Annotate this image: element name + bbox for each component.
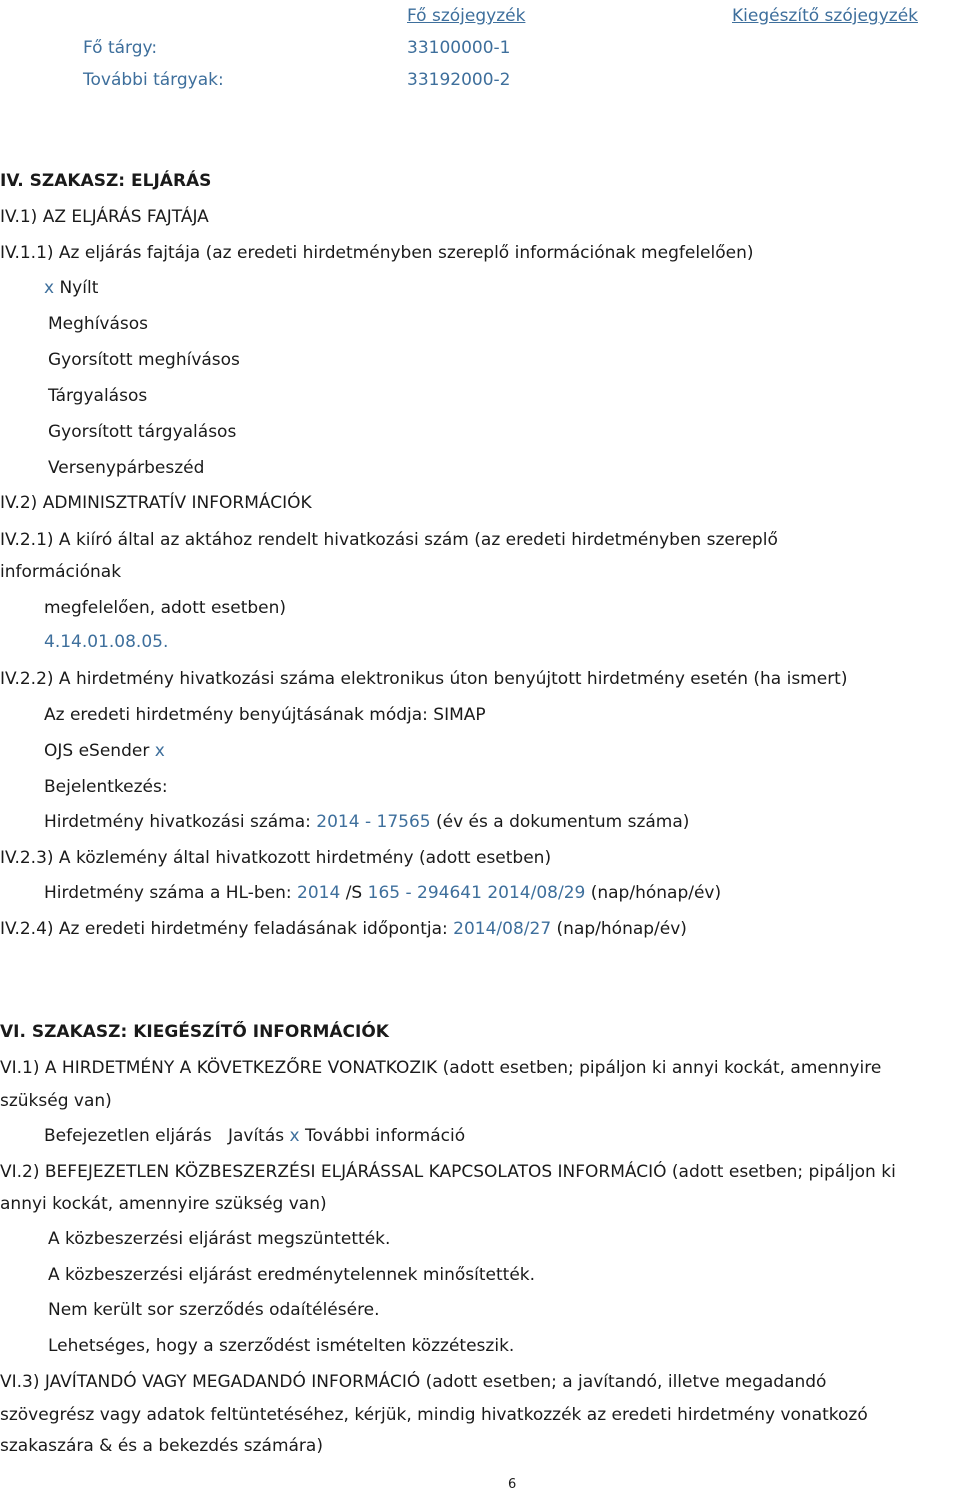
section-vi2-heading: VI.2) BEFEJEZETLEN KÖZBESZERZÉSI ELJÁRÁSSAL KAPCSOLATOS INFORMÁCIÓ (adott esetben; pipáljon ki	[0, 1162, 896, 1182]
section-vi3-heading-cont2: szakaszára & és a bekezdés számára)	[0, 1436, 323, 1456]
notice-reference-value: 2014 - 17565	[316, 812, 431, 832]
dispatch-date: 2014/08/27	[453, 919, 552, 939]
section-vi3-heading-cont: szövegrész vagy adatok feltüntetéséhez, kérjük, mindig hivatkozzék az eredeti hirdetmény vonatkozó	[0, 1405, 868, 1425]
additional-objects-code: 33192000-2	[407, 70, 511, 90]
incomplete-option-3: Nem került sor szerződés odaítélésére.	[48, 1300, 380, 1320]
procedure-competitive-dialogue: Versenypárbeszéd	[48, 458, 205, 478]
notice-reference	[44, 810, 689, 834]
section-vi-title: VI. SZAKASZ: KIEGÉSZÍTŐ INFORMÁCIÓK	[0, 1022, 389, 1042]
additional-objects-label: További tárgyak:	[83, 70, 224, 90]
section-iv-title: IV. SZAKASZ: ELJÁRÁS	[0, 171, 212, 191]
main-object-code: 33100000-1	[407, 38, 511, 58]
supplementary-vocabulary-link[interactable]: Kiegészítő szójegyzék	[732, 6, 918, 26]
incomplete-option-2: A közbeszerzési eljárást eredménytelennek minősítették.	[48, 1265, 536, 1285]
section-iv23-heading: IV.2.3) A közlemény által hivatkozott hirdetmény (adott esetben)	[0, 848, 552, 868]
oj-notice-year: 2014	[297, 883, 341, 903]
main-object-label: Fő tárgy:	[83, 38, 158, 58]
login-label: Bejelentkezés:	[44, 777, 168, 797]
main-vocabulary-link[interactable]: Fő szójegyzék	[407, 6, 526, 26]
dispatch-date-suffix: (nap/hónap/év)	[556, 919, 687, 939]
section-iv21-heading: IV.2.1) A kiíró által az aktához rendelt hivatkozási szám (az eredeti hirdetményben szereplő	[0, 530, 778, 550]
section-vi1-heading-cont: szükség van)	[0, 1091, 112, 1111]
section-iv2-heading: IV.2) ADMINISZTRATÍV INFORMÁCIÓK	[0, 493, 312, 513]
procedure-check-mark: x	[44, 278, 55, 298]
ojs-check-mark: x	[154, 741, 165, 761]
option-additional-info: További információ	[305, 1126, 466, 1146]
section-iv24-label: IV.2.4) Az eredeti hirdetmény feladásának időpontja:	[0, 919, 448, 939]
procedure-open	[44, 276, 98, 300]
procedure-restricted: Meghívásos	[48, 314, 149, 334]
oj-notice-number	[44, 881, 721, 905]
procedure-negotiated: Tárgyalásos	[48, 386, 148, 406]
oj-notice-number-value: 165 - 294641	[367, 883, 482, 903]
section-iv22-heading: IV.2.2) A hirdetmény hivatkozási száma elektronikus úton benyújtott hirdetmény esetén (ha ismert)	[0, 669, 848, 689]
procedure-accelerated-negotiated: Gyorsított tárgyalásos	[48, 422, 237, 442]
section-vi2-heading-cont: annyi kockát, amennyire szükség van)	[0, 1194, 327, 1214]
incomplete-option-1: A közbeszerzési eljárást megszüntették.	[48, 1229, 391, 1249]
procedure-accelerated-restricted: Gyorsított meghívásos	[48, 350, 240, 370]
option-incomplete-procedure: Befejezetlen eljárás	[44, 1126, 212, 1146]
option-correction: Javítás	[227, 1126, 285, 1146]
section-iv24	[0, 917, 687, 941]
section-vi3-heading: VI.3) JAVÍTANDÓ VAGY MEGADANDÓ INFORMÁCIÓ (adott esetben; a javítandó, illetve megadandó	[0, 1372, 827, 1392]
section-iv21-heading-cont2: megfelelően, adott esetben)	[44, 598, 287, 618]
oj-notice-date: 2014/08/29	[487, 883, 586, 903]
incomplete-option-4: Lehetséges, hogy a szerződést ismételten közzéteszik.	[48, 1336, 515, 1356]
page-number: 6	[508, 1477, 517, 1492]
notice-options	[44, 1124, 465, 1148]
procedure-open-label: Nyílt	[59, 278, 99, 298]
section-iv21-heading-cont: információnak	[0, 562, 122, 582]
oj-notice-suffix: (nap/hónap/év)	[590, 883, 722, 903]
section-vi1-heading: VI.1) A HIRDETMÉNY A KÖVETKEZŐRE VONATKOZIK (adott esetben; pipáljon ki annyi kockát, amennyire	[0, 1058, 882, 1078]
option-check-mark: x	[289, 1126, 300, 1146]
section-iv1-heading: IV.1) AZ ELJÁRÁS FAJTÁJA	[0, 207, 209, 227]
oj-notice-label: Hirdetmény száma a HL-ben:	[44, 883, 292, 903]
submission-mode: Az eredeti hirdetmény benyújtásának módja: SIMAP	[44, 705, 486, 725]
file-reference-number: 4.14.01.08.05.	[44, 632, 169, 652]
ojs-esender-label: OJS eSender	[44, 741, 150, 761]
notice-reference-suffix: (év és a dokumentum száma)	[436, 812, 690, 832]
oj-notice-s: /S	[345, 883, 363, 903]
ojs-esender	[44, 739, 165, 763]
section-iv11-heading: IV.1.1) Az eljárás fajtája (az eredeti hirdetményben szereplő információnak megfelelően)	[0, 243, 754, 263]
notice-reference-label: Hirdetmény hivatkozási száma:	[44, 812, 311, 832]
